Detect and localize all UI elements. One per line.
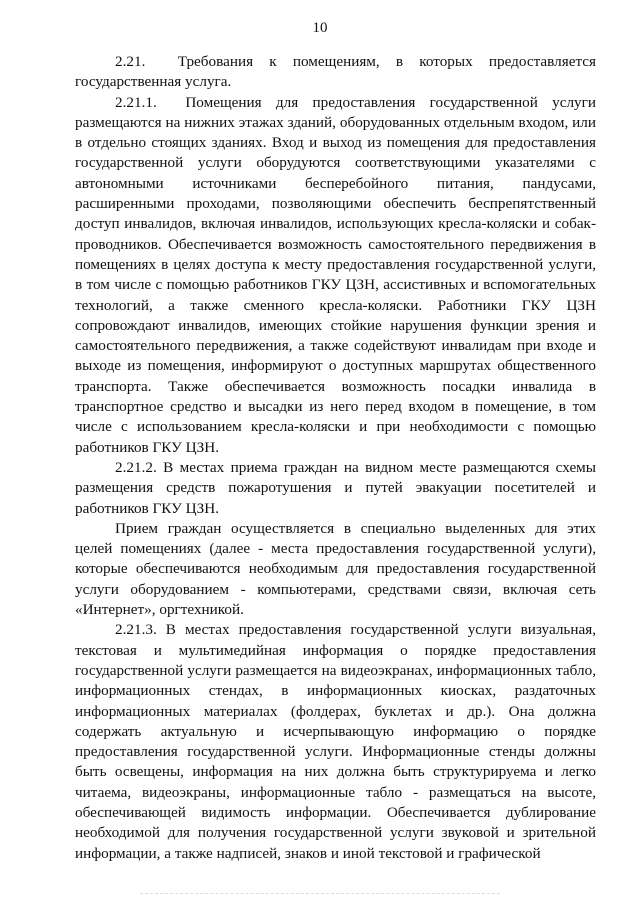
paragraph-2-21-1: 2.21.1. Помещения для предоставления государственной услуги размещаются на нижних этажах зданий, оборудованных отдельным входом, или в отдельно стоящих зданиях. Вход и выход из помещения для предоставления государственной услуги оборудуются соответствующими указателями с автономными источниками бесперебойного питания, пандусами, расширенными проходами, позволяющими обеспечить беспрепятственный доступ инвалидов, включая инвалидов, использующих кресла-коляски и собак-проводников. Обеспечивается возможность самостоятельного передвижения в помещениях в целях доступа к месту предоставления государственной услуги, в том числе с помощью работников ГКУ ЦЗН, ассистивных и вспомогательных технологий, а также сменного кресла-коляски. Работники ГКУ ЦЗН сопровождают инвалидов, имеющих стойкие нарушения функции зрения и самостоятельного передвижения, а также содействуют инвалидам при входе и выходе из помещения, информируют о доступных маршрутах общественного транспорта. Также обеспечивается возможность посадки инвалида в транспортное средство и высадки из него перед входом в помещение, в том числе с использованием кресла-коляски и при необходимости с помощью работников ГКУ ЦЗН. [75, 93, 596, 456]
paragraph-2-21-3: 2.21.3. В местах предоставления государственной услуги визуальная, текстовая и мультимедийная информация о порядке предоставления государственной услуги размещается на видеоэкранах, информационных табло, информационных стендах, в информационных киосках, раздаточных информационных материалах (фолдерах, буклетах и др.). Она должна содержать актуальную и исчерпывающую информацию о порядке предоставления государственной услуги. Информационные стенды должны быть освещены, информация на них должна быть структурируема и легко читаема, видеоэкраны, информационные табло - размещаться на высоте, обеспечивающей видимость информации. Обеспечивается дублирование необходимой для получения государственной услуги звуковой и зрительной информации, а также надписей, знаков и иной текстовой и графической [75, 621, 596, 862]
document-body [75, 52, 596, 864]
paragraph-2-21-2: 2.21.2. В местах приема граждан на видном месте размещаются схемы размещения средств пожаротушения и путей эвакуации посетителей и работников ГКУ ЦЗН. [75, 458, 596, 517]
scan-edge-artifact [140, 893, 500, 898]
page-number: 10 [312, 20, 328, 36]
paragraph-reception: Прием граждан осуществляется в специально выделенных для этих целей помещениях (далее - места предоставления государственной услуги), которые обеспечиваются необходимым для предоставления государственной услуги оборудованием - компьютерами, средствами связи, включая сеть «Интернет», оргтехникой. [75, 519, 596, 619]
paragraph-2-21-heading: 2.21. Требования к помещениям, в которых предоставляется государственная услуга. [75, 53, 596, 91]
